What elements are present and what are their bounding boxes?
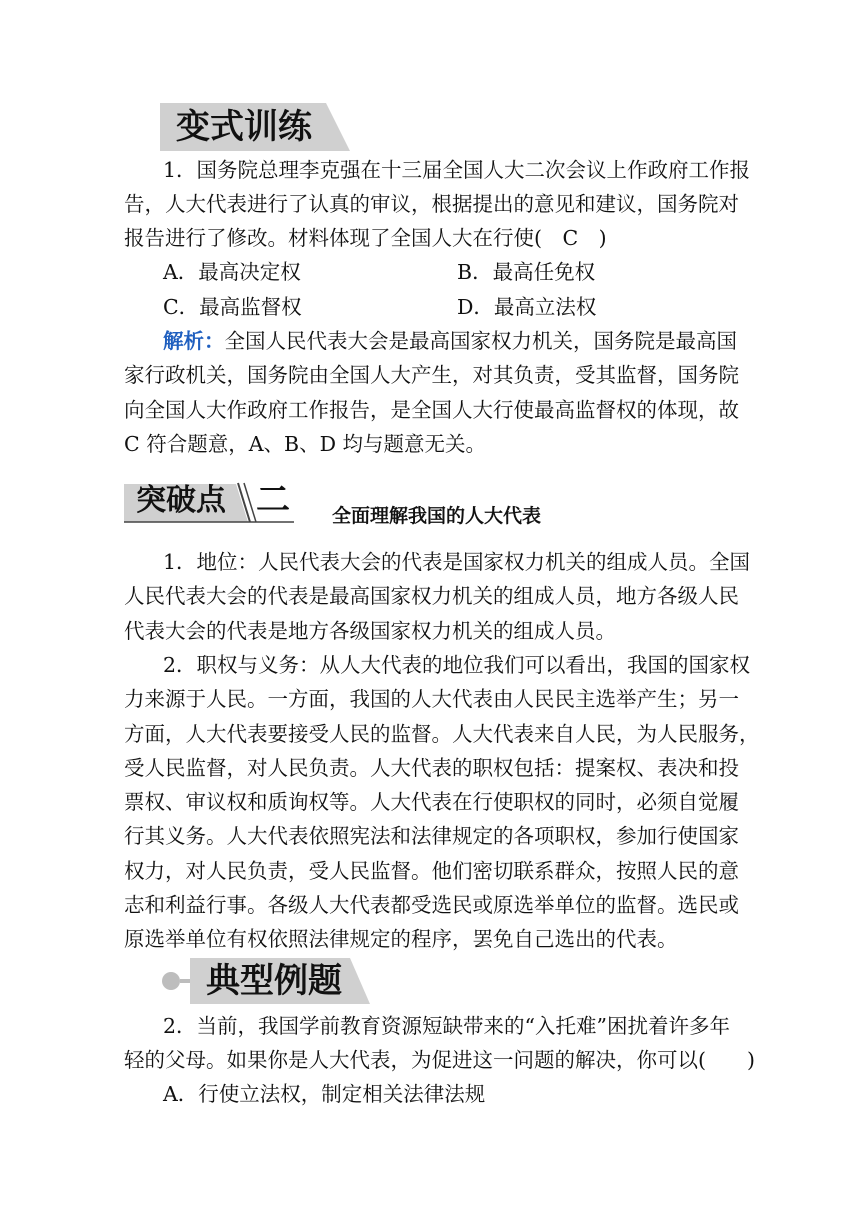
q1-analysis-line-1 xyxy=(163,327,737,355)
q1-option-c: C．最高监督权 xyxy=(163,295,302,319)
point2-line-1: 2．职权与义务：从人大代表的地位我们可以看出，我国的国家权 xyxy=(163,653,751,677)
point2-line-9: 原选举单位有权依照法律规定的程序，罢免自己选出的代表。 xyxy=(124,927,678,951)
q2-option-a: A．行使立法权，制定相关法律法规 xyxy=(163,1082,486,1106)
q1-analysis-line-2: 家行政机关，国务院由全国人大产生，对其负责，受其监督，国务院 xyxy=(124,363,739,387)
q2-line-1: 2．当前，我国学前教育资源短缺带来的“入托难”困扰着许多年 xyxy=(163,1014,731,1038)
section-badge-breakthrough xyxy=(124,481,294,525)
q1-option-a: A．最高决定权 xyxy=(163,260,301,284)
q1-option-b: B．最高任免权 xyxy=(457,260,596,284)
bullet-dot-icon xyxy=(162,972,180,990)
point1-line-2: 人民代表大会的代表是最高国家权力机关的组成人员，地方各级人民 xyxy=(124,584,739,608)
breakthrough-number: 二 xyxy=(256,480,290,520)
point2-line-2: 力来源于人民。一方面，我国的人大代表由人民民主选举产生；另一 xyxy=(124,687,739,711)
section-badge-typical-example xyxy=(160,958,380,1004)
point2-line-3: 方面，人大代表要接受人民的监督。人大代表来自人民，为人民服务， xyxy=(124,722,760,746)
q1-analysis-line-4: C 符合题意，A、B、D 均与题意无关。 xyxy=(124,432,487,456)
point2-line-5: 票权、审议权和质询权等。人大代表在行使职权的同时，必须自觉履 xyxy=(124,790,739,814)
section-title: 典型例题 xyxy=(206,961,342,1001)
q1-line-3: 报告进行了修改。材料体现了全国人大在行使( C ) xyxy=(124,226,607,250)
q1-option-d: D．最高立法权 xyxy=(457,295,597,319)
section-badge-variant-training xyxy=(160,103,350,151)
point1-line-3: 代表大会的代表是地方各级国家权力机关的组成人员。 xyxy=(124,619,616,643)
point2-line-7: 权力，对人民负责，受人民监督。他们密切联系群众，按照人民的意 xyxy=(124,859,739,883)
breakthrough-label: 突破点 xyxy=(136,483,226,518)
q1-analysis-line-3: 向全国人大作政府工作报告，是全国人大行使最高监督权的体现，故 xyxy=(124,398,739,422)
point1-line-1: 1．地位：人民代表大会的代表是国家权力机关的组成人员。全国 xyxy=(163,550,751,574)
section2-subtitle: 全面理解我国的人大代表 xyxy=(332,505,542,527)
q1-line-1: 1．国务院总理李克强在十三届全国人大二次会议上作政府工作报 xyxy=(163,158,751,182)
point2-line-4: 受人民监督，对人民负责。人大代表的职权包括：提案权、表决和投 xyxy=(124,756,739,780)
analysis-text: 全国人民代表大会是最高国家权力机关，国务院是最高国 xyxy=(224,329,737,353)
point2-line-8: 志和利益行事。各级人大代表都受选民或原选举单位的监督。选民或 xyxy=(124,893,739,917)
q1-line-2: 告，人大代表进行了认真的审议，根据提出的意见和建议，国务院对 xyxy=(124,192,739,216)
point2-line-6: 行其义务。人大代表依照宪法和法律规定的各项职权，参加行使国家 xyxy=(124,824,739,848)
section-title: 变式训练 xyxy=(176,107,312,147)
analysis-label: 解析： xyxy=(163,329,225,353)
q2-line-2: 轻的父母。如果你是人大代表，为促进这一问题的解决，你可以( ) xyxy=(124,1048,755,1072)
